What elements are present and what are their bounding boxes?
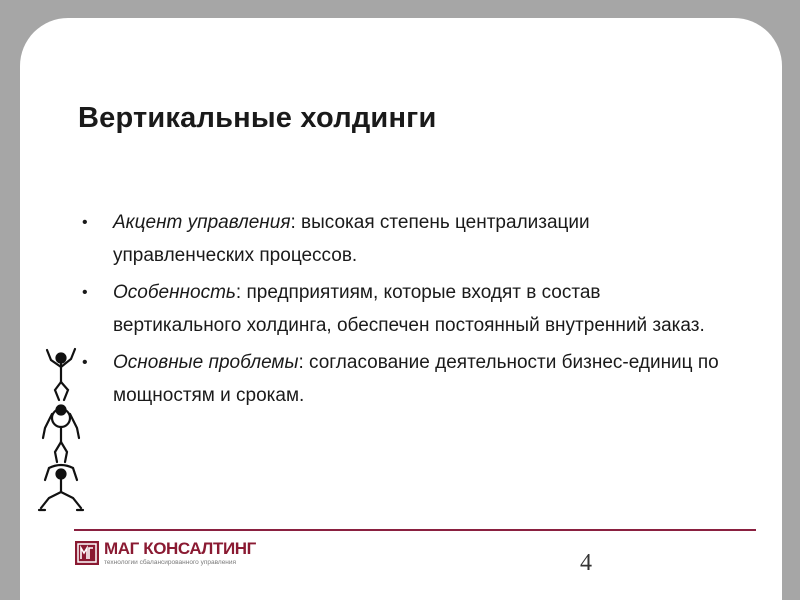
logo-name-consulting: КОНСАЛТИНГ	[143, 539, 256, 558]
bullet-dot: •	[82, 214, 88, 231]
slide	[20, 18, 782, 600]
bullet-list	[82, 207, 732, 417]
bullet-dot: •	[82, 354, 88, 371]
bullet-dot: •	[82, 284, 88, 301]
bullet-term: Особенность	[113, 282, 236, 303]
page-number: 4	[580, 550, 592, 576]
logo-tagline: технологии сбалансированного управления	[104, 559, 237, 566]
bullet-text: : предприятиям, которые входят в состав вертикального холдинга, обеспечен постоянный внутренний заказ.	[113, 282, 705, 336]
logo-name-mag: МАГ	[104, 539, 139, 558]
bullet-term: Акцент управления	[113, 212, 291, 233]
footer-divider	[74, 529, 756, 531]
corner-fold	[788, 588, 800, 600]
slide-title: Вертикальные холдинги	[78, 102, 437, 134]
mag-logo-icon	[75, 541, 99, 565]
logo-name	[104, 539, 256, 559]
company-logo	[75, 540, 275, 580]
bullet-text: : высокая степень централизации управленческих процессов.	[113, 212, 590, 266]
stacked-acrobats-icon	[35, 346, 85, 518]
bullet-item	[82, 347, 732, 412]
bullet-item	[82, 207, 732, 272]
bullet-text: : согласование деятельности бизнес-единиц по мощностям и срокам.	[113, 352, 719, 406]
bullet-item	[82, 277, 732, 342]
bullet-term: Основные проблемы	[113, 352, 299, 373]
